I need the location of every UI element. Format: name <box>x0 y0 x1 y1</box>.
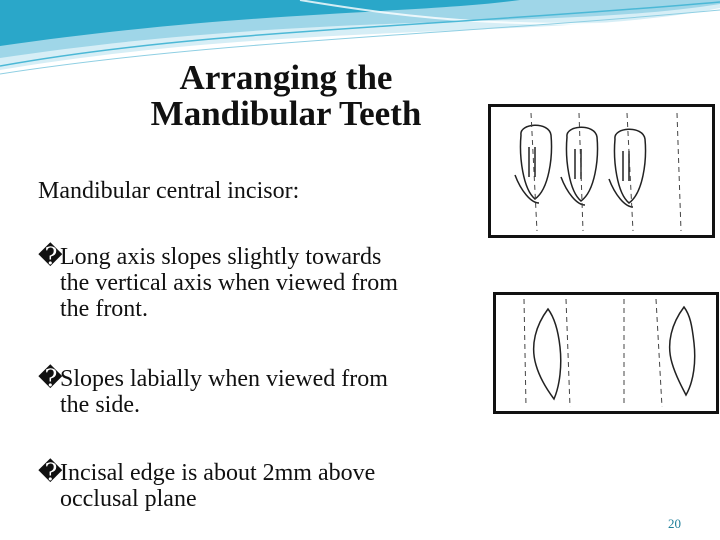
bullet-mark: � <box>38 366 63 392</box>
front-view-incisors-drawing <box>491 107 712 235</box>
bullet-text: Incisal edge is about 2mm above occlusal plane <box>60 460 376 512</box>
side-view-incisors-drawing <box>496 295 716 411</box>
title-line-2: Mandibular Teeth <box>150 94 422 133</box>
bullet-item <box>38 366 488 418</box>
front-view-incisors-figure <box>488 104 715 238</box>
side-view-incisors-figure <box>493 292 719 414</box>
subtitle: Mandibular central incisor: <box>38 178 300 204</box>
page-number: 20 <box>668 516 681 531</box>
bullet-text: Long axis slopes slightly towards the vertical axis when viewed from the front. <box>60 244 398 322</box>
bullet-item <box>38 244 488 322</box>
bullet-item <box>38 460 488 512</box>
title-line-1: Arranging the <box>179 58 393 97</box>
bullet-mark: � <box>38 244 63 270</box>
slide-title <box>96 60 476 132</box>
bullet-mark: � <box>38 460 63 486</box>
bullet-text: Slopes labially when viewed from the side. <box>60 366 388 418</box>
